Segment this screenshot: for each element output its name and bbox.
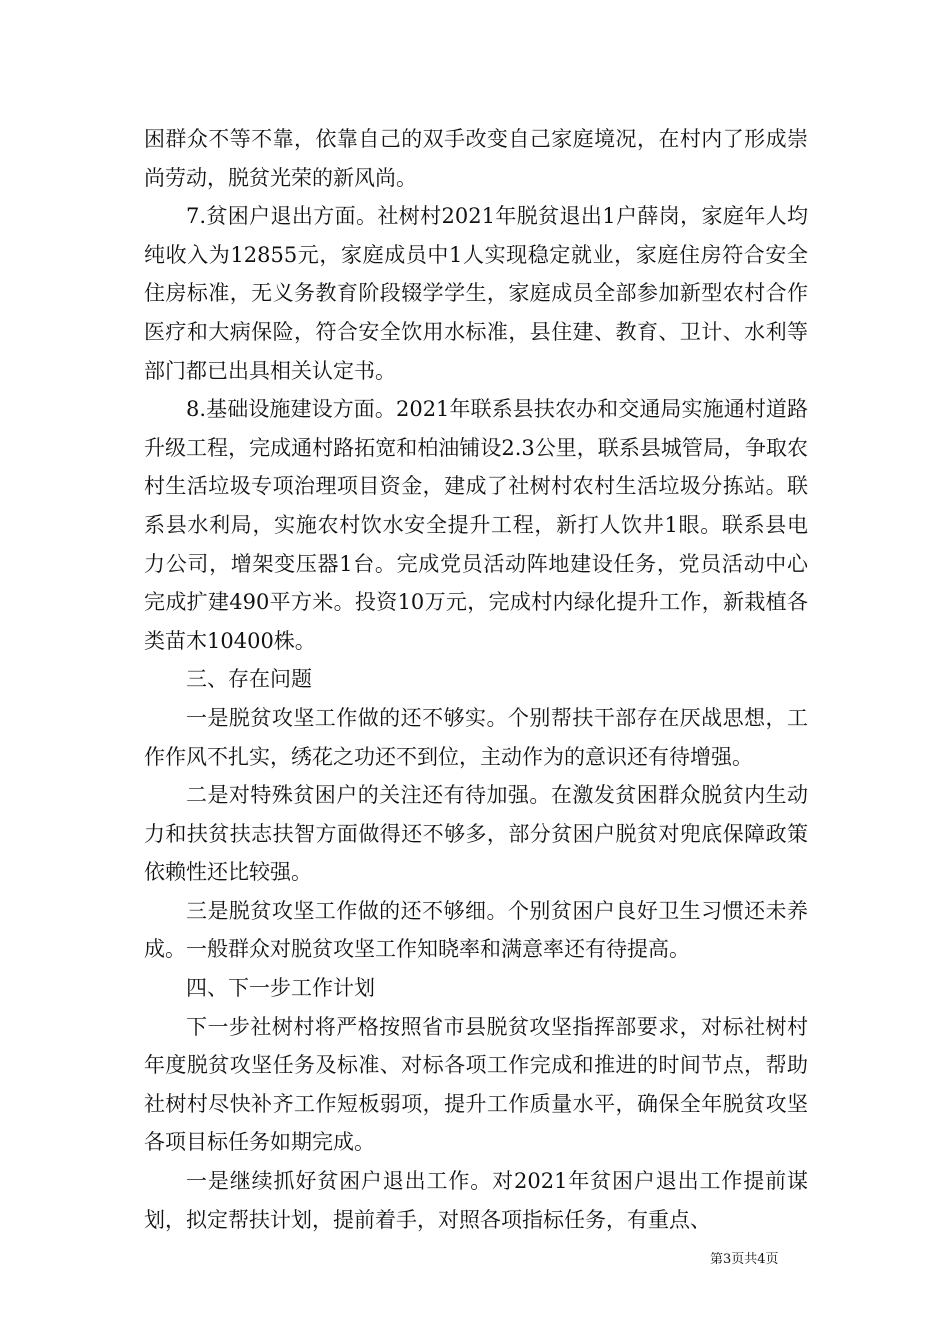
- paragraph-continuation: 困群众不等不靠，依靠自己的双手改变自己家庭境况，在村内了形成崇尚劳动，脱贫光荣的新风尚。: [144, 127, 808, 190]
- page-number: 第3页共4页: [710, 1252, 779, 1267]
- section-heading-problems: 三、存在问题: [186, 667, 312, 692]
- section-heading-next-steps: 四、下一步工作计划: [186, 976, 375, 1001]
- paragraph-infrastructure: 8.基础设施建设方面。2021年联系县扶农办和交通局实施通村道路升级工程，完成通村路拓宽和柏油铺设2.3公里，联系县城管局，争取农村生活垃圾专项治理项目资金，建成了社树村农村生活垃圾分拣站。联系县水利局，实施农村饮水安全提升工程，新打人饮井1眼。联系县电力公司，增架变压器1台。完成党员活动阵地建设任务，党员活动中心完成扩建490平方米。投资10万元，完成村内绿化提升工作，新栽植各类苗木10400株。: [144, 397, 808, 653]
- paragraph-poverty-exit: 7.贫困户退出方面。社树村2021年脱贫退出1户薛岗，家庭年人均纯收入为12855元，家庭成员中1人实现稳定就业，家庭住房符合安全住房标准，无义务教育阶段辍学学生，家庭成员全部参加新型农村合作医疗和大病保险，符合安全饮用水标准，县住建、教育、卫计、水利等部门都已出具相关认定书。: [144, 204, 808, 383]
- document-body: [144, 120, 808, 1239]
- paragraph-problem-two: 二是对特殊贫困户的关注还有待加强。在激发贫困群众脱贫内生动力和扶贫扶志扶智方面做得还不够多，部分贫困户脱贫对兜底保障政策依赖性还比较强。: [144, 783, 808, 885]
- paragraph-problem-one: 一是脱贫攻坚工作做的还不够实。个别帮扶干部存在厌战思想，工作作风不扎实，绣花之功还不到位，主动作为的意识还有待增强。: [144, 705, 808, 769]
- paragraph-next-steps-intro: 下一步社树村将严格按照省市县脱贫攻坚指挥部要求，对标社树村年度脱贫攻坚任务及标准、对标各项工作完成和推进的时间节点，帮助社树村尽快补齐工作短板弱项，提升工作质量水平，确保全年脱贫攻坚各项目标任务如期完成。: [144, 1014, 808, 1155]
- paragraph-next-step-one: 一是继续抓好贫困户退出工作。对2021年贫困户退出工作提前谋划，拟定帮扶计划，提前着手，对照各项指标任务，有重点、: [144, 1169, 808, 1232]
- paragraph-problem-three: 三是脱贫攻坚工作做的还不够细。个别贫困户良好卫生习惯还未养成。一般群众对脱贫攻坚工作知晓率和满意率还有待提高。: [144, 898, 808, 962]
